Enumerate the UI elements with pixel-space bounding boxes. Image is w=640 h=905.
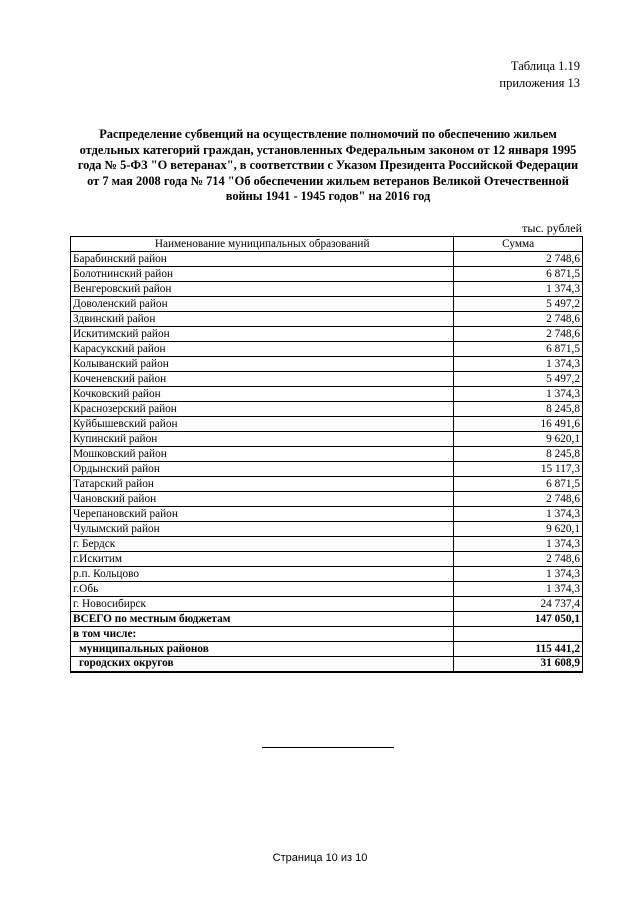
appendix-label: приложения 13 — [499, 76, 580, 90]
table-row — [71, 252, 583, 267]
row-name-cell: Карасукский район — [71, 342, 454, 357]
row-name-cell: Коченевский район — [71, 372, 454, 387]
title-line-1: Распределение субвенций на осуществление полномочий по обеспечению жильем — [99, 127, 557, 141]
row-name-cell: городских округов — [71, 657, 454, 672]
table-row — [71, 597, 583, 612]
row-sum-cell: 2 748,6 — [454, 312, 583, 327]
row-name-cell: Искитимский район — [71, 327, 454, 342]
row-sum-cell — [454, 627, 583, 642]
row-sum-cell: 147 050,1 — [454, 612, 583, 627]
row-name-cell: муниципальных районов — [71, 642, 454, 657]
row-sum-cell: 2 748,6 — [454, 492, 583, 507]
subtotal-row — [71, 642, 583, 657]
row-sum-cell: 1 374,3 — [454, 582, 583, 597]
row-sum-cell: 6 871,5 — [454, 477, 583, 492]
row-sum-cell: 6 871,5 — [454, 267, 583, 282]
row-name-cell: г.Искитим — [71, 552, 454, 567]
row-sum-cell: 9 620,1 — [454, 522, 583, 537]
table-row — [71, 387, 583, 402]
row-sum-cell: 8 245,8 — [454, 402, 583, 417]
table-row — [71, 282, 583, 297]
row-name-cell: Венгеровский район — [71, 282, 454, 297]
table-row — [71, 462, 583, 477]
row-sum-cell: 1 374,3 — [454, 537, 583, 552]
row-sum-cell: 5 497,2 — [454, 297, 583, 312]
row-sum-cell: 2 748,6 — [454, 552, 583, 567]
including-row — [71, 627, 583, 642]
row-name-cell: Мошковский район — [71, 447, 454, 462]
row-name-cell: Купинский район — [71, 432, 454, 447]
row-sum-cell: 9 620,1 — [454, 432, 583, 447]
row-name-cell: Барабинский район — [71, 252, 454, 267]
column-header-sum: Сумма — [454, 237, 583, 252]
row-name-cell: Колыванский район — [71, 357, 454, 372]
row-name-cell: Чулымский район — [71, 522, 454, 537]
table-row — [71, 432, 583, 447]
row-name-cell: р.п. Кольцово — [71, 567, 454, 582]
column-header-name: Наименование муниципальных образований — [71, 237, 454, 252]
row-name-cell: Куйбышевский район — [71, 417, 454, 432]
row-sum-cell: 24 737,4 — [454, 597, 583, 612]
title-line-2: отдельных категорий граждан, установленных Федеральным законом от 12 января 1995 — [79, 142, 577, 157]
table-row — [71, 417, 583, 432]
table-row — [71, 507, 583, 522]
row-sum-cell: 6 871,5 — [454, 342, 583, 357]
table-row — [71, 402, 583, 417]
subsidy-table — [70, 236, 583, 673]
table-number: Таблица 1.19 — [510, 59, 580, 73]
table-row — [71, 492, 583, 507]
row-sum-cell: 1 374,3 — [454, 357, 583, 372]
row-name-cell: Краснозерский район — [71, 402, 454, 417]
table-row — [71, 537, 583, 552]
table-row — [71, 447, 583, 462]
row-name-cell: в том числе: — [71, 627, 454, 642]
row-sum-cell: 1 374,3 — [454, 387, 583, 402]
row-name-cell: ВСЕГО по местным бюджетам — [71, 612, 454, 627]
table-row — [71, 297, 583, 312]
title-line-4: от 7 мая 2008 года № 714 "Об обеспечении жильем ветеранов Великой Отечественной — [87, 173, 569, 188]
table-reference — [499, 58, 580, 92]
table-row — [71, 267, 583, 282]
row-sum-cell: 1 374,3 — [454, 567, 583, 582]
table-row — [71, 312, 583, 327]
row-name-cell: г.Обь — [71, 582, 454, 597]
table-row — [71, 567, 583, 582]
row-sum-cell: 1 374,3 — [454, 507, 583, 522]
row-name-cell: Болотнинский район — [71, 267, 454, 282]
row-sum-cell: 115 441,2 — [454, 642, 583, 657]
page-footer: Страница 10 из 10 — [272, 852, 368, 864]
title-line-5: войны 1941 - 1945 годов" на 2016 год — [225, 189, 431, 203]
row-name-cell: Доволенский район — [71, 297, 454, 312]
row-sum-cell: 16 491,6 — [454, 417, 583, 432]
table-row — [71, 522, 583, 537]
row-name-cell: Чановский район — [71, 492, 454, 507]
row-sum-cell: 1 374,3 — [454, 282, 583, 297]
row-sum-cell: 31 608,9 — [454, 657, 583, 672]
row-name-cell: Здвинский район — [71, 312, 454, 327]
table-row — [71, 477, 583, 492]
row-name-cell: Черепановский район — [71, 507, 454, 522]
subtotal-row — [71, 657, 583, 672]
table-row — [71, 342, 583, 357]
table-row — [71, 357, 583, 372]
row-sum-cell: 8 245,8 — [454, 447, 583, 462]
row-name-cell: Ордынский район — [71, 462, 454, 477]
row-name-cell: г. Новосибирск — [71, 597, 454, 612]
units-label: тыс. рублей — [522, 221, 582, 235]
table-row — [71, 552, 583, 567]
table-row — [71, 582, 583, 597]
table-body — [71, 252, 583, 672]
footnote-separator — [262, 747, 394, 748]
title-line-3: года № 5-ФЗ "О ветеранах", в соответствии с Указом Президента Российской Федерации — [77, 158, 579, 172]
row-sum-cell: 15 117,3 — [454, 462, 583, 477]
table-row — [71, 372, 583, 387]
table-row — [71, 327, 583, 342]
table-header-row — [71, 237, 583, 252]
row-sum-cell: 2 748,6 — [454, 252, 583, 267]
row-sum-cell: 5 497,2 — [454, 372, 583, 387]
row-name-cell: Кочковский район — [71, 387, 454, 402]
row-name-cell: Татарский район — [71, 477, 454, 492]
total-row — [71, 612, 583, 627]
row-name-cell: г. Бердск — [71, 537, 454, 552]
document-title — [70, 127, 586, 205]
row-sum-cell: 2 748,6 — [454, 327, 583, 342]
